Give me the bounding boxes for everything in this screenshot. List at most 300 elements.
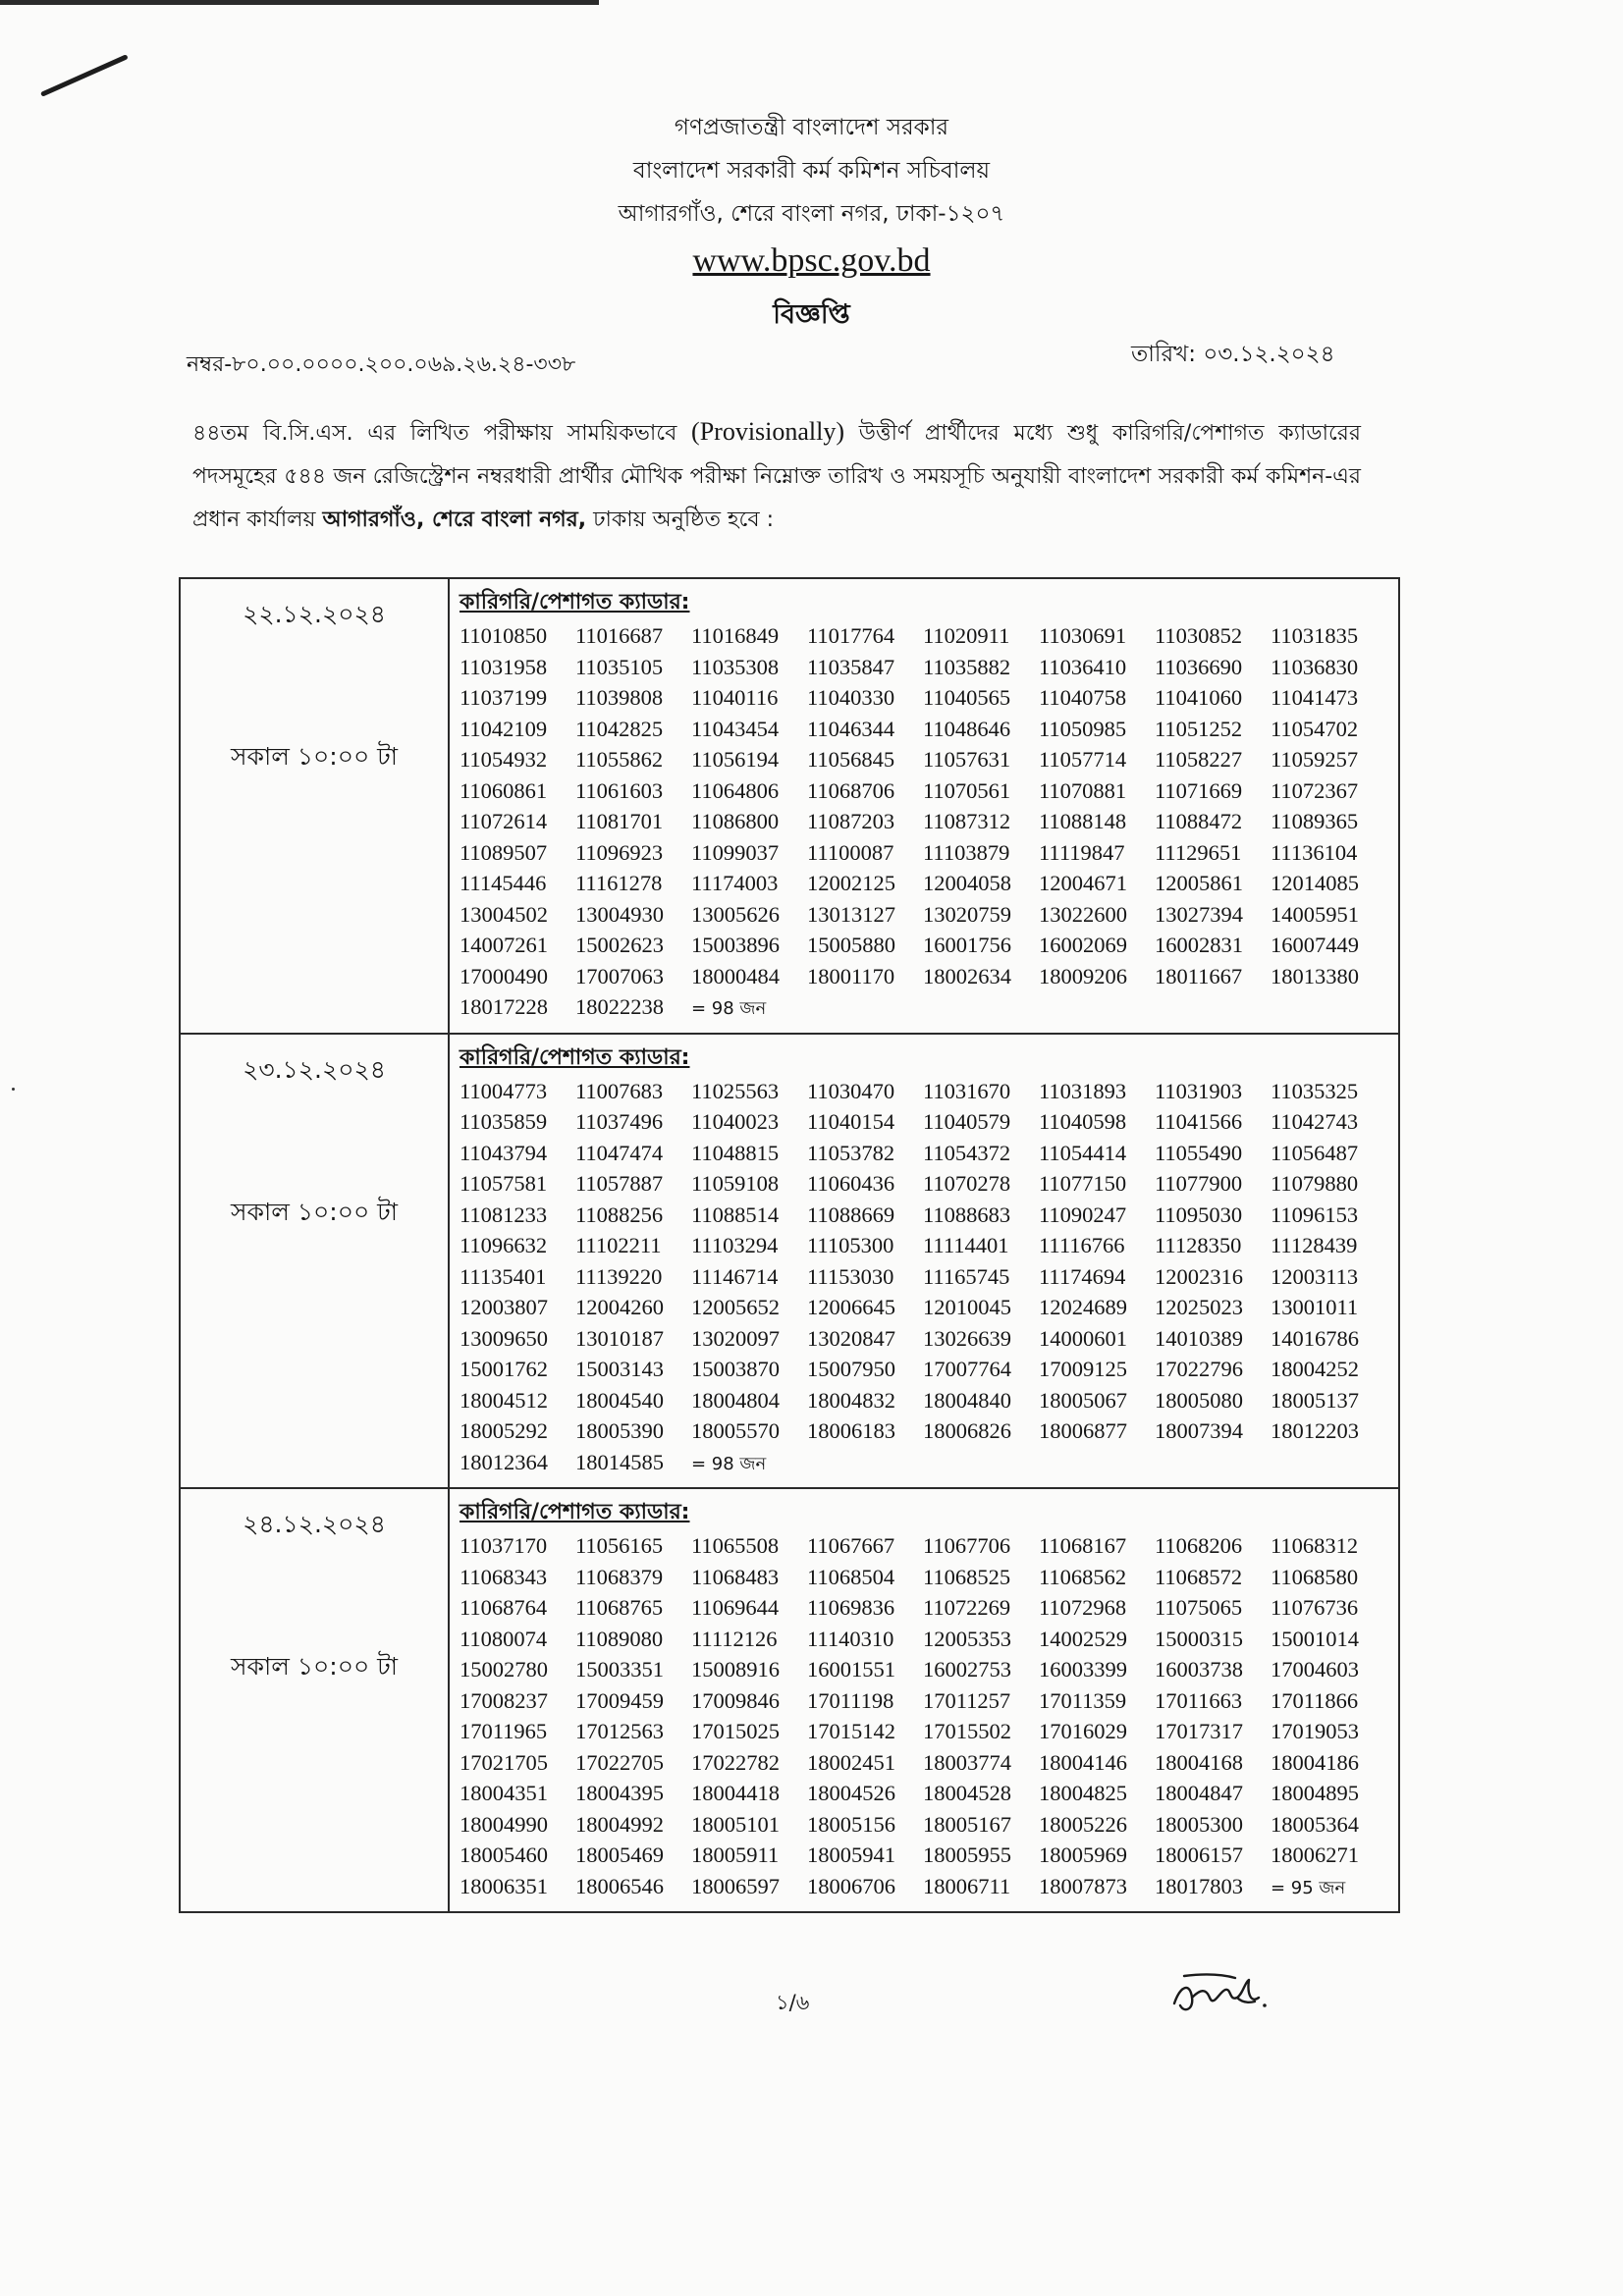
registration-number: 11043454: [691, 716, 780, 741]
registration-number: 11088148: [1039, 809, 1127, 833]
registration-number: 18006546: [575, 1873, 664, 1898]
registration-number: 18006711: [923, 1873, 1011, 1898]
body-provisionally: (Provisionally): [691, 417, 845, 446]
registration-number: 13013127: [807, 901, 895, 927]
registration-number: 18005469: [575, 1842, 664, 1867]
registration-number: 11036690: [1155, 654, 1243, 679]
registration-number: 11041473: [1271, 685, 1359, 710]
registration-number: 18004992: [575, 1811, 664, 1837]
registration-number: 13010187: [575, 1325, 664, 1351]
registration-number: 11040330: [807, 685, 895, 710]
registration-number: 18012364: [460, 1449, 548, 1474]
registration-number: 11136104: [1271, 839, 1358, 865]
registration-number: 12006645: [807, 1295, 895, 1319]
registration-number: 11017764: [807, 623, 895, 648]
registration-number: 18006597: [691, 1873, 780, 1898]
registration-number: 11090247: [1039, 1201, 1127, 1227]
registration-number: 11042825: [575, 716, 664, 741]
signature-icon: [1166, 1968, 1274, 2023]
registration-number: 18006877: [1039, 1418, 1127, 1443]
schedule-table: [179, 577, 1400, 1913]
registration-number: 11036410: [1039, 654, 1127, 679]
registration-number: 11087312: [923, 809, 1011, 833]
registration-number: 11064806: [691, 777, 780, 803]
registration-number: 12010045: [923, 1295, 1011, 1319]
schedule-list-cell: [450, 579, 1398, 1033]
registration-number: 18004840: [923, 1387, 1011, 1413]
registration-number: 11040758: [1039, 685, 1127, 710]
registration-number: 11068206: [1155, 1533, 1243, 1558]
stray-dot: [12, 1088, 15, 1091]
registration-number: 11057581: [460, 1171, 548, 1196]
registration-number: 12003113: [1271, 1263, 1359, 1289]
registration-number: 15007950: [807, 1357, 895, 1381]
registration-number: 11105300: [807, 1233, 894, 1257]
registration-number: 11010850: [460, 623, 548, 648]
registration-number: 18005941: [807, 1842, 895, 1867]
registration-number: 18001170: [807, 963, 895, 988]
registration-number: 18004540: [575, 1387, 664, 1413]
registration-number: 11061603: [575, 777, 664, 803]
registration-number: 15008916: [691, 1657, 780, 1682]
registration-number: 11129651: [1155, 839, 1242, 865]
registration-number: 11030691: [1039, 623, 1127, 648]
registration-number: 18005570: [691, 1418, 780, 1443]
cadre-heading: কারিগরি/পেশাগত ক্যাডার:: [460, 590, 690, 614]
registration-number: 18006157: [1155, 1842, 1243, 1867]
registration-number: 18004528: [923, 1781, 1011, 1805]
registration-number: 11055862: [575, 747, 664, 772]
registration-number: 15005880: [807, 933, 895, 957]
registration-number: 11088472: [1155, 809, 1243, 833]
registration-number: 11041060: [1155, 685, 1243, 710]
registration-number: 18005226: [1039, 1811, 1127, 1837]
registration-number: 18004186: [1271, 1749, 1359, 1775]
registration-number: 18004895: [1271, 1781, 1359, 1805]
registration-number: 11145446: [460, 871, 547, 895]
registration-number: 17022782: [691, 1749, 780, 1775]
registration-number: 18006183: [807, 1418, 895, 1443]
registration-number: 11053782: [807, 1140, 895, 1165]
registration-number: 18004146: [1039, 1749, 1127, 1775]
registration-number: 11040565: [923, 685, 1011, 710]
registration-number: 13005626: [691, 901, 780, 927]
schedule-time: সকাল ১০:০০ টা: [230, 742, 399, 771]
registration-number: 18005955: [923, 1842, 1011, 1867]
registration-number: 18002634: [923, 963, 1011, 988]
registration-number: 12002316: [1155, 1263, 1243, 1289]
registration-number: 11116766: [1039, 1233, 1125, 1257]
registration-numbers: [460, 1076, 1390, 1480]
registration-number: 17015025: [691, 1719, 780, 1743]
registration-number: 11054372: [923, 1140, 1011, 1165]
registration-number: 11114401: [923, 1233, 1009, 1257]
registration-number: 18004418: [691, 1781, 780, 1805]
registration-number: 11068343: [460, 1564, 548, 1589]
registration-number: 17015142: [807, 1719, 895, 1743]
schedule-time: সকাল ১০:০০ টা: [230, 1652, 399, 1681]
registration-number: 14016786: [1271, 1325, 1359, 1351]
registration-number: 11030852: [1155, 623, 1243, 648]
registration-number: 18006826: [923, 1418, 1011, 1443]
registration-numbers: [460, 620, 1390, 1025]
registration-number: 14002529: [1039, 1626, 1127, 1651]
registration-number: 11099037: [691, 839, 780, 865]
registration-number: 18004351: [460, 1781, 548, 1805]
registration-number: 11174003: [691, 871, 779, 895]
registration-number: 16002069: [1039, 933, 1127, 957]
registration-number: 11076736: [1271, 1595, 1359, 1620]
registration-number: 17011965: [460, 1719, 548, 1743]
registration-number: 11056194: [691, 747, 780, 772]
body-part-3: ঢাকায় অনুষ্ঠিত হবে :: [586, 507, 774, 532]
registration-number: 15003143: [575, 1357, 664, 1381]
registration-number: 18005080: [1155, 1387, 1243, 1413]
registration-numbers: [460, 1530, 1390, 1903]
registration-number: 11069836: [807, 1595, 895, 1620]
registration-number: 16007449: [1271, 933, 1359, 957]
registration-number: 18005390: [575, 1418, 664, 1443]
registration-number: 11081701: [575, 809, 664, 833]
registration-number: 11037199: [460, 685, 548, 710]
registration-number: 11020911: [923, 623, 1010, 648]
body-part-1: ৪৪তম বি.সি.এস. এর লিখিত পরীক্ষায় সাময়িকভাবে: [192, 421, 692, 446]
page-number: ১/৬: [776, 1991, 810, 2014]
registration-number: 18005101: [691, 1811, 780, 1837]
registration-number: 11153030: [807, 1263, 894, 1289]
registration-number: 11096153: [1271, 1201, 1359, 1227]
registration-number: 11037496: [575, 1109, 664, 1134]
registration-number: 11041566: [1155, 1109, 1243, 1134]
registration-number: 11040116: [691, 685, 779, 710]
registration-number: 11088514: [691, 1201, 780, 1227]
registration-number: 11067706: [923, 1533, 1011, 1558]
registration-number: 11079880: [1271, 1171, 1359, 1196]
registration-number: 11088683: [923, 1201, 1011, 1227]
registration-number: 18013380: [1271, 963, 1359, 988]
issue-date: তারিখ: ০৩.১২.২০২৪: [1131, 342, 1335, 367]
registration-number: 17004603: [1271, 1657, 1359, 1682]
registration-number: 11039808: [575, 685, 664, 710]
schedule-datetime-cell: [181, 1035, 450, 1488]
registration-number: 11035882: [923, 654, 1011, 679]
registration-number: 11042743: [1271, 1109, 1359, 1134]
registration-number: 11035859: [460, 1109, 548, 1134]
registration-number: 13009650: [460, 1325, 548, 1351]
registration-number: 11035325: [1271, 1078, 1359, 1103]
registration-number: 18005292: [460, 1418, 548, 1443]
registration-number: 11035847: [807, 654, 895, 679]
schedule-row-1: [181, 579, 1398, 1033]
registration-number: 18009206: [1039, 963, 1127, 988]
registration-number: 18000484: [691, 963, 780, 988]
registration-number: 18005137: [1271, 1387, 1359, 1413]
registration-number: 12005861: [1155, 871, 1243, 895]
registration-number: 12024689: [1039, 1295, 1127, 1319]
schedule-date: ২৩.১২.২০২৪: [243, 1054, 386, 1084]
govt-name: গণপ্রজাতন্ত্রী বাংলাদেশ সরকার: [674, 115, 949, 140]
registration-number: 12004058: [923, 871, 1011, 895]
registration-number: 16003738: [1155, 1657, 1243, 1682]
registration-number: 18002451: [807, 1749, 895, 1775]
registration-number: 18011667: [1155, 963, 1243, 988]
registration-number: 15003351: [575, 1657, 664, 1682]
registration-number: 11086800: [691, 809, 780, 833]
registration-number: 12014085: [1271, 871, 1359, 895]
registration-number: 11040598: [1039, 1109, 1127, 1134]
registration-number: 11068764: [460, 1595, 548, 1620]
registration-number: 12004260: [575, 1295, 664, 1319]
registration-number: 16002753: [923, 1657, 1011, 1682]
registration-number: 11139220: [575, 1263, 663, 1289]
registration-number: 11068483: [691, 1564, 780, 1589]
registration-number: 11068572: [1155, 1564, 1243, 1589]
registration-number: 17009125: [1039, 1357, 1127, 1381]
registration-number: 18005167: [923, 1811, 1011, 1837]
registration-number: 11089080: [575, 1626, 664, 1651]
registration-number: 14000601: [1039, 1325, 1127, 1351]
registration-number: 11080074: [460, 1626, 548, 1651]
registration-number: 13022600: [1039, 901, 1127, 927]
registration-number: 14007261: [460, 933, 548, 957]
registration-number: 13026639: [923, 1325, 1011, 1351]
schedule-date: ২২.১২.২০২৪: [243, 600, 386, 628]
registration-number: 17007764: [923, 1357, 1011, 1381]
registration-number: 11071669: [1155, 777, 1243, 803]
registration-number: 11057631: [923, 747, 1011, 772]
registration-number: 11119847: [1039, 839, 1125, 865]
registration-number: 18004526: [807, 1781, 895, 1805]
registration-number: 11054702: [1271, 716, 1359, 741]
registration-number: 18014585: [575, 1449, 664, 1474]
registration-number: 11089507: [460, 839, 548, 865]
registration-number: 11077900: [1155, 1171, 1243, 1196]
registration-number: 16002831: [1155, 933, 1243, 957]
registration-number: 17019053: [1271, 1719, 1359, 1743]
registration-number: 11095030: [1155, 1201, 1243, 1227]
registration-number: 18004252: [1271, 1357, 1359, 1381]
registration-number: 11072614: [460, 809, 548, 833]
registration-number: 15003870: [691, 1357, 780, 1381]
schedule-time: সকাল ১০:০০ টা: [230, 1197, 399, 1226]
registration-number: 18005460: [460, 1842, 548, 1867]
registration-number: 17016029: [1039, 1719, 1127, 1743]
registration-number: 11072968: [1039, 1595, 1127, 1620]
registration-number: 15003896: [691, 933, 780, 957]
schedule-datetime-cell: [181, 1489, 450, 1911]
scan-edge-line: [0, 0, 599, 5]
registration-number: 18004825: [1039, 1781, 1127, 1805]
registration-number: 11087203: [807, 809, 895, 833]
registration-number: 11077150: [1039, 1171, 1127, 1196]
registration-number: 11040579: [923, 1109, 1011, 1134]
registration-number: 11046344: [807, 716, 895, 741]
registration-number: 17011198: [807, 1687, 894, 1713]
registration-number: 11030470: [807, 1078, 895, 1103]
registration-number: 11068706: [807, 777, 895, 803]
registration-number: 11140310: [807, 1626, 894, 1651]
registration-number: 11068504: [807, 1564, 895, 1589]
candidate-count: = 98 জন: [691, 998, 767, 1019]
registration-number: 17009459: [575, 1687, 664, 1713]
registration-number: 18022238: [575, 994, 664, 1019]
registration-number: 11025563: [691, 1078, 780, 1103]
registration-number: 11103294: [691, 1233, 779, 1257]
body-venue: আগারগাঁও, শেরে বাংলা নগর,: [322, 507, 587, 532]
registration-number: 11128350: [1155, 1233, 1242, 1257]
registration-number: 14010389: [1155, 1325, 1243, 1351]
registration-number: 17011866: [1271, 1687, 1359, 1713]
registration-number: 11060436: [807, 1171, 895, 1196]
memo-number: নম্বর-৮০.০০.০০০০.২০০.০৬৯.২৬.২৪-৩৩৮: [187, 352, 576, 377]
registration-number: 11069644: [691, 1595, 780, 1620]
registration-number: 11031903: [1155, 1078, 1243, 1103]
registration-number: 11068580: [1271, 1564, 1359, 1589]
registration-number: 17007063: [575, 963, 664, 988]
registration-number: 11146714: [691, 1263, 779, 1289]
registration-number: 13004502: [460, 901, 548, 927]
body-part-2: উত্তীর্ণ প্রার্থীদের মধ্যে শুধু কারিগরি/পেশাগত ক্যাডারের পদসমূহের ৫৪৪ জন রেজিস্ট্রেশন নম্বরধারী প্রার্থীর মৌখিক পরীক্ষা নিম্নোক্ত তারিখ ও সময়সূচি অনুযায়ী বাংলাদেশ সরকারী কর্ম কমিশন-এর প্রধান কার্যালয়: [192, 421, 1361, 532]
registration-number: 11031670: [923, 1078, 1011, 1103]
registration-number: 11068312: [1271, 1533, 1359, 1558]
registration-number: 11040023: [691, 1109, 780, 1134]
registration-number: 17022705: [575, 1749, 664, 1775]
registration-number: 11047474: [575, 1140, 664, 1165]
registration-number: 11031958: [460, 654, 548, 679]
registration-number: 11057714: [1039, 747, 1127, 772]
registration-number: 11058227: [1155, 747, 1243, 772]
registration-number: 11043794: [460, 1140, 548, 1165]
registration-number: 11054414: [1039, 1140, 1127, 1165]
notice-title: বিজ্ঞপ্তি: [773, 299, 850, 330]
registration-number: 11051252: [1155, 716, 1243, 741]
registration-number: 11102211: [575, 1233, 662, 1257]
registration-number: 11068525: [923, 1564, 1011, 1589]
registration-number: 18004832: [807, 1387, 895, 1413]
registration-number: 12025023: [1155, 1295, 1243, 1319]
registration-number: 11128439: [1271, 1233, 1358, 1257]
registration-number: 11165745: [923, 1263, 1010, 1289]
registration-number: 18005969: [1039, 1842, 1127, 1867]
registration-number: 11103879: [923, 839, 1010, 865]
registration-number: 11065508: [691, 1533, 780, 1558]
registration-number: 11088256: [575, 1201, 664, 1227]
cadre-heading: কারিগরি/পেশাগত ক্যাডার:: [460, 1500, 690, 1524]
registration-number: 18005156: [807, 1811, 895, 1837]
registration-number: 11070881: [1039, 777, 1127, 803]
registration-number: 11031893: [1039, 1078, 1127, 1103]
registration-number: 11060861: [460, 777, 548, 803]
registration-number: 15001762: [460, 1357, 548, 1381]
registration-number: 11037170: [460, 1533, 548, 1558]
registration-number: 11068765: [575, 1595, 664, 1620]
registration-number: 11100087: [807, 839, 894, 865]
registration-number: 11070278: [923, 1171, 1011, 1196]
registration-number: 18006271: [1271, 1842, 1359, 1867]
registration-number: 12005353: [923, 1626, 1011, 1651]
registration-number: 17009846: [691, 1687, 780, 1713]
registration-number: 11075065: [1155, 1595, 1243, 1620]
candidate-count: = 95 জন: [1271, 1877, 1346, 1898]
registration-number: 17022796: [1155, 1357, 1243, 1381]
registration-number: 17017317: [1155, 1719, 1243, 1743]
registration-number: 11161278: [575, 871, 663, 895]
website-link[interactable]: www.bpsc.gov.bd: [692, 242, 931, 279]
registration-number: 11004773: [460, 1078, 548, 1103]
registration-number: 18007394: [1155, 1418, 1243, 1443]
registration-number: 14005951: [1271, 901, 1359, 927]
registration-number: 18005911: [691, 1842, 780, 1867]
registration-number: 11016687: [575, 623, 664, 648]
registration-number: 17011257: [923, 1687, 1011, 1713]
registration-number: 18006706: [807, 1873, 895, 1898]
registration-number: 18004990: [460, 1811, 548, 1837]
registration-number: 15002623: [575, 933, 664, 957]
registration-number: 11007683: [575, 1078, 664, 1103]
pen-mark: [40, 54, 129, 97]
registration-number: 11057887: [575, 1171, 664, 1196]
registration-number: 13020759: [923, 901, 1011, 927]
registration-number: 11055490: [1155, 1140, 1243, 1165]
registration-number: 17021705: [460, 1749, 548, 1775]
registration-number: 11068379: [575, 1564, 664, 1589]
registration-number: 17000490: [460, 963, 548, 988]
registration-number: 11081233: [460, 1201, 548, 1227]
letterhead: [0, 106, 1623, 339]
schedule-row-3: [181, 1487, 1398, 1911]
registration-number: 11059257: [1271, 747, 1359, 772]
registration-number: 11016849: [691, 623, 780, 648]
registration-number: 16001756: [923, 933, 1011, 957]
registration-number: 11089365: [1271, 809, 1359, 833]
schedule-date: ২৪.১২.২০২৪: [243, 1510, 386, 1538]
registration-number: 18017228: [460, 994, 548, 1019]
registration-number: 11072367: [1271, 777, 1359, 803]
registration-number: 18004847: [1155, 1781, 1243, 1805]
registration-number: 11068167: [1039, 1533, 1127, 1558]
registration-number: 11096923: [575, 839, 664, 865]
registration-number: 11048815: [691, 1140, 780, 1165]
registration-number: 18004512: [460, 1387, 548, 1413]
registration-number: 11067667: [807, 1533, 895, 1558]
registration-number: 17015502: [923, 1719, 1011, 1743]
registration-number: 18003774: [923, 1749, 1011, 1775]
registration-number: 15001014: [1271, 1626, 1359, 1651]
registration-number: 11036830: [1271, 654, 1359, 679]
registration-number: 12003807: [460, 1295, 548, 1319]
schedule-row-2: [181, 1033, 1398, 1488]
registration-number: 11070561: [923, 777, 1011, 803]
registration-number: 16003399: [1039, 1657, 1127, 1682]
registration-number: 18005067: [1039, 1387, 1127, 1413]
registration-number: 11088669: [807, 1201, 895, 1227]
registration-number: 11056845: [807, 747, 895, 772]
registration-number: 17011663: [1155, 1687, 1243, 1713]
registration-number: 11135401: [460, 1263, 547, 1289]
registration-number: 15000315: [1155, 1626, 1243, 1651]
registration-number: 18004395: [575, 1781, 664, 1805]
registration-number: 17008237: [460, 1687, 548, 1713]
registration-number: 11040154: [807, 1109, 895, 1134]
schedule-list-cell: [450, 1489, 1398, 1911]
registration-number: 11035308: [691, 654, 780, 679]
registration-number: 18005300: [1155, 1811, 1243, 1837]
registration-number: 18012203: [1271, 1418, 1359, 1443]
registration-number: 11174694: [1039, 1263, 1126, 1289]
registration-number: 13027394: [1155, 901, 1243, 927]
registration-number: 18006351: [460, 1873, 548, 1898]
registration-number: 18017803: [1155, 1873, 1243, 1898]
